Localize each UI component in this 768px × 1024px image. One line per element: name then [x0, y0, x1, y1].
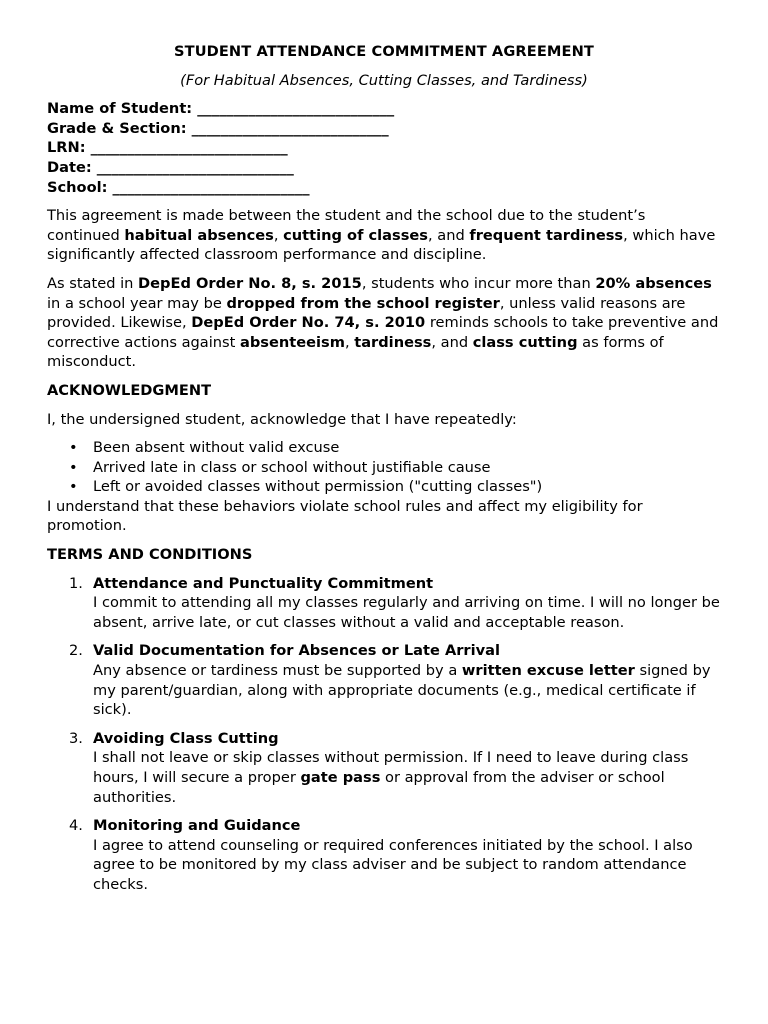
lrn-field: LRN: ___________________________ [47, 139, 288, 157]
name-of-student-field: Name of Student: ___________________________ [47, 100, 395, 118]
terms-heading: TERMS AND CONDITIONS [47, 546, 253, 564]
acknowledgment-lead: I, the undersigned student, acknowledge that I have repeatedly: [47, 410, 517, 428]
term-number: 4. [69, 817, 83, 835]
term-number: 3. [69, 729, 83, 747]
acknowledgment-list [47, 438, 721, 497]
date-field: Date: ___________________________ [47, 158, 294, 176]
student-info-fields [47, 99, 721, 197]
term-body: I shall not leave or skip classes without permission. If I need to leave during class hours, I will secure a proper gate pass or approval from the adviser or school authorities. [93, 749, 689, 806]
term-title: Valid Documentation for Absences or Late Arrival [93, 642, 500, 660]
term-title: Avoiding Class Cutting [93, 729, 279, 747]
deped-paragraph: As stated in DepEd Order No. 8, s. 2015, students who incur more than 20% absences in a school year may be dropped from the school register, unless valid reasons are provided. Likewise, DepEd Order No. 74, s. 2010 reminds schools to take preventive and corrective actions against absenteeism, tardiness, and class cutting as forms of misconduct. [47, 274, 719, 371]
term-item [69, 574, 721, 633]
term-item [69, 816, 721, 894]
document-subtitle: (For Habitual Absences, Cutting Classes, and Tardiness) [180, 71, 588, 89]
term-number: 1. [69, 574, 83, 592]
grade-section-field: Grade & Section: ___________________________ [47, 119, 389, 137]
term-title: Attendance and Punctuality Commitment [93, 574, 434, 592]
acknowledgment-closing: I understand that these behaviors violate school rules and affect my eligibility for promotion. [47, 497, 643, 535]
acknowledgment-heading: ACKNOWLEDGMENT [47, 381, 212, 399]
term-body: Any absence or tardiness must be supported by a written excuse letter signed by my parent/guardian, along with appropriate documents (e.g., medical certificate if sick). [93, 662, 711, 719]
bullet-icon: • [69, 439, 78, 457]
list-item: • Left or avoided classes without permission ("cutting classes") [69, 478, 543, 496]
intro-paragraph: This agreement is made between the student and the school due to the student’s continued habitual absences, cutting of classes, and frequent tardiness, which have significantly affected classroom performance and discipline. [47, 207, 716, 264]
term-number: 2. [69, 642, 83, 660]
list-item: • Arrived late in class or school without justifiable cause [69, 458, 491, 476]
bullet-icon: • [69, 478, 78, 496]
school-field: School: ___________________________ [47, 178, 310, 196]
term-item [69, 729, 721, 807]
document-title: STUDENT ATTENDANCE COMMITMENT AGREEMENT [174, 43, 594, 60]
term-body: I agree to attend counseling or required conferences initiated by the school. I also agree to be monitored by my class adviser and be subject to random attendance checks. [93, 836, 693, 893]
list-item: • Been absent without valid excuse [69, 439, 340, 457]
terms-list [47, 574, 721, 895]
term-title: Monitoring and Guidance [93, 817, 301, 835]
term-item [69, 641, 721, 719]
bullet-icon: • [69, 458, 78, 476]
term-body: I commit to attending all my classes regularly and arriving on time. I will no longer be absent, arrive late, or cut classes without a valid and acceptable reason. [93, 594, 720, 631]
